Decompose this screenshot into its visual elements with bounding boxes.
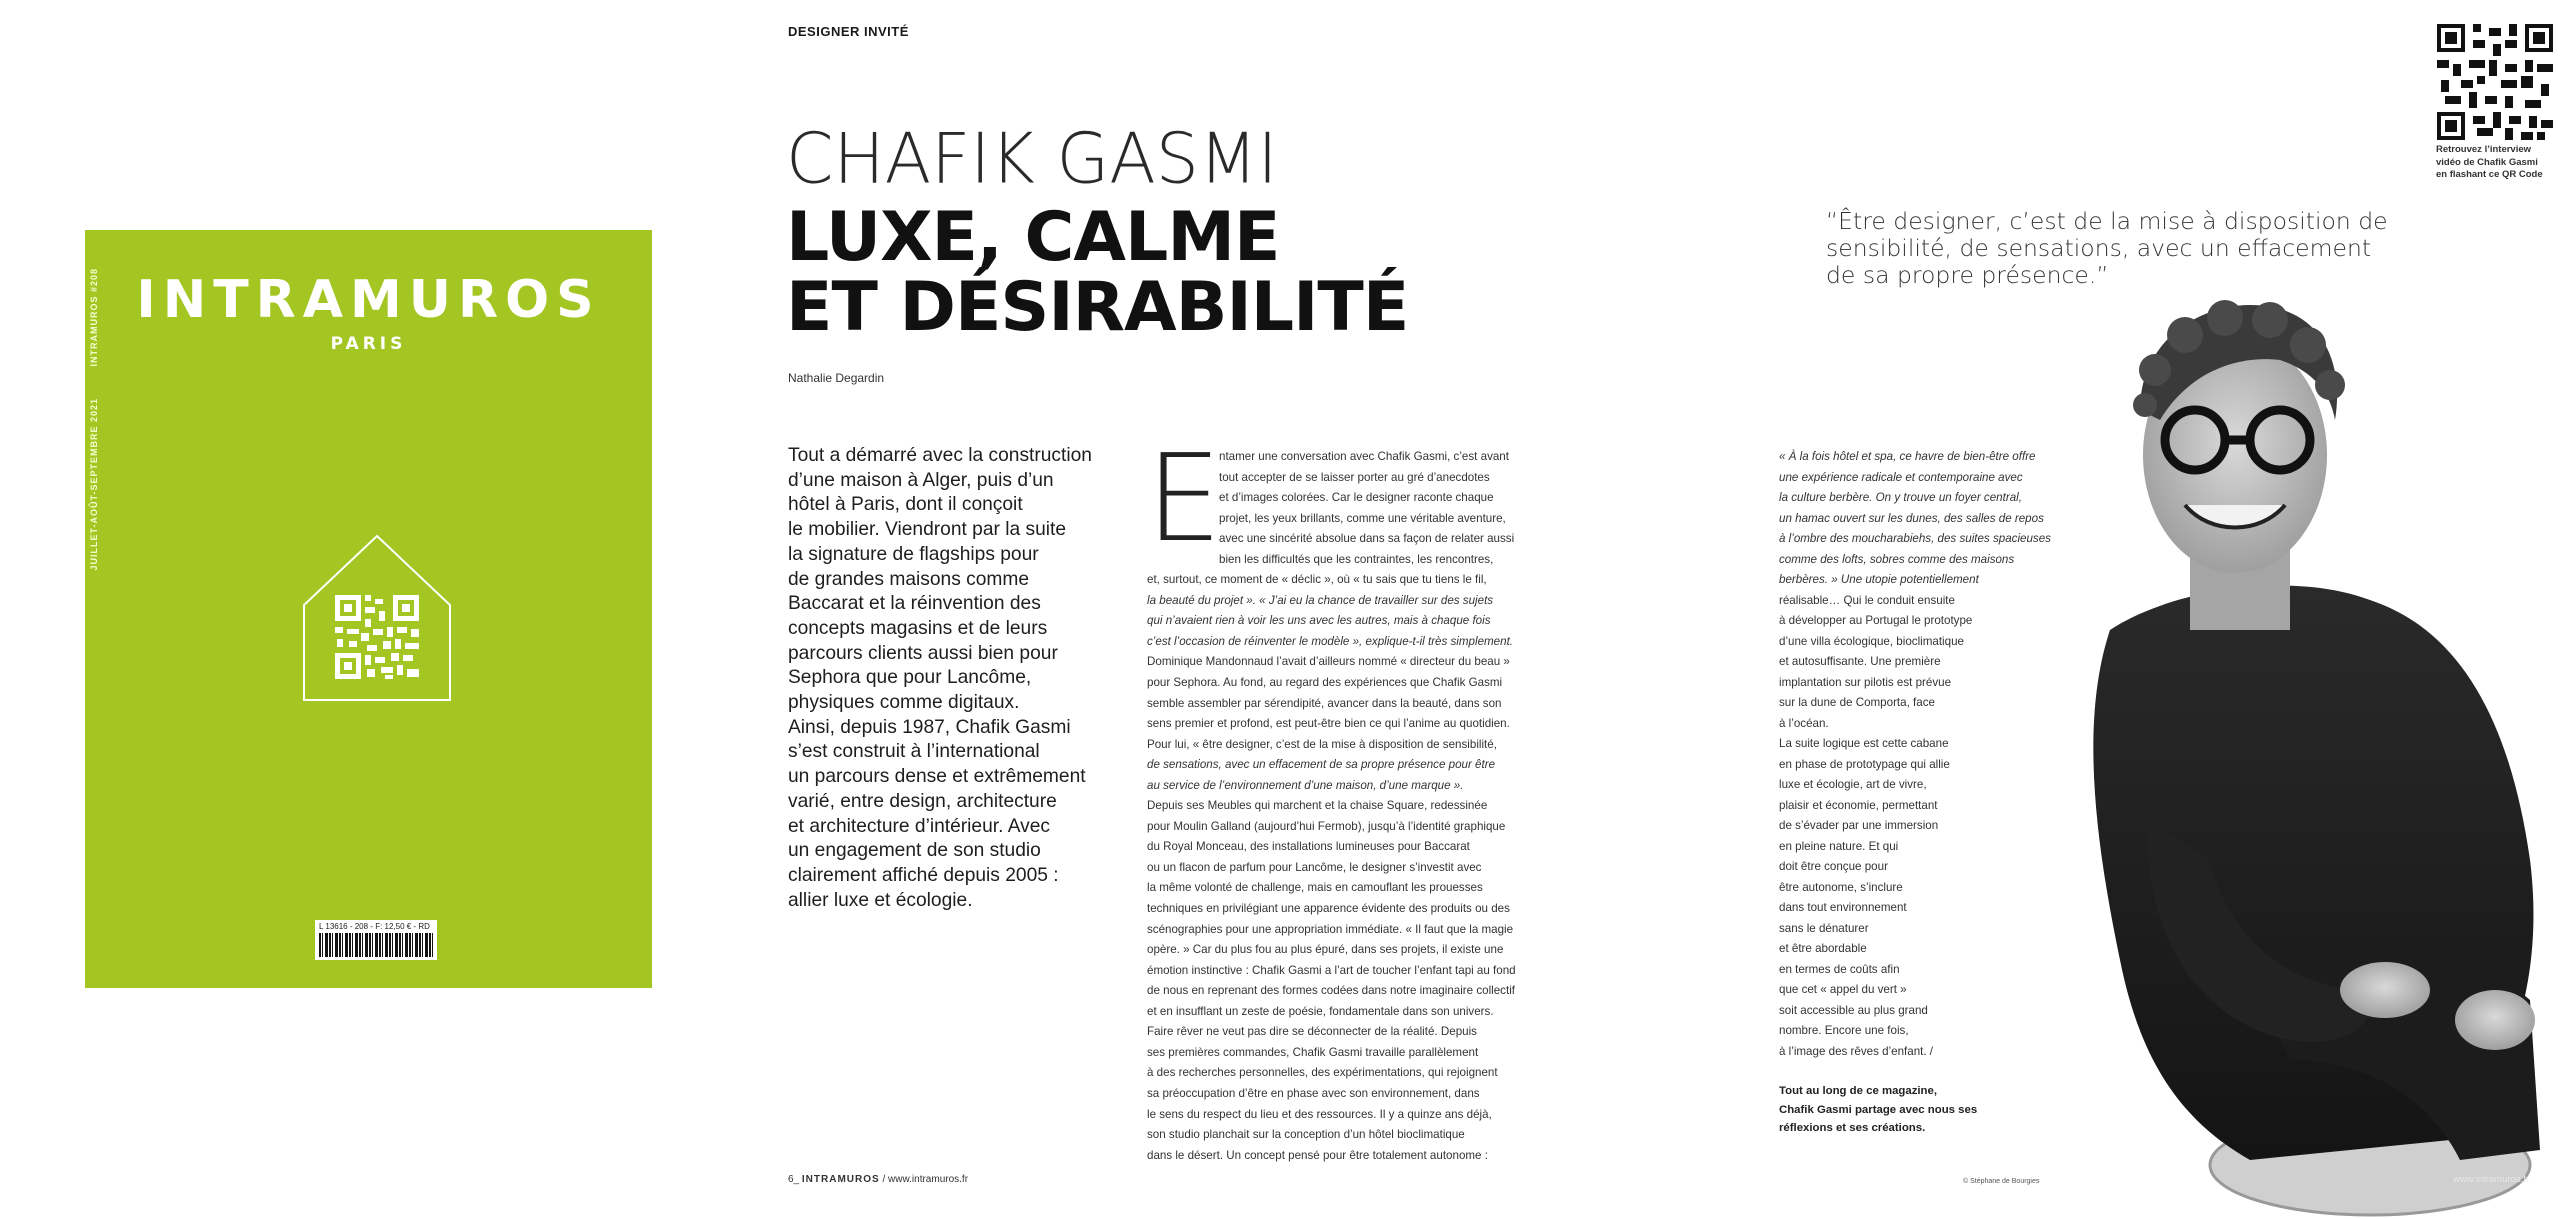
text-line: nombre. Encore une fois, bbox=[1779, 1024, 1909, 1037]
quote-line: “Être designer, c’est de la mise à disposition de bbox=[1826, 207, 2388, 235]
text-line: soit accessible au plus grand bbox=[1779, 1003, 1928, 1017]
text-line: réalisable… Qui le conduit ensuite bbox=[1779, 593, 1955, 607]
text-line: c’est l’occasion de réinventer le modèle », explique-t-il très simplement. bbox=[1147, 634, 1514, 648]
spine-issue: INTRAMUROS #208 bbox=[89, 268, 99, 367]
text-line: ou un flacon de parfum pour Lancôme, le designer s’investit avec bbox=[1147, 860, 1482, 874]
note-line: Chafik Gasmi partage avec nous ses bbox=[1779, 1103, 1978, 1116]
text-line: dans le désert. Un concept pensé pour être totalement autonome : bbox=[1147, 1148, 1488, 1162]
cover-barcode bbox=[315, 920, 437, 960]
pull-quote bbox=[1826, 207, 2388, 289]
text-line: sur la dune de Comporta, face bbox=[1779, 696, 1935, 709]
text-line: du Royal Monceau, des installations lumineuses pour Baccarat bbox=[1147, 840, 1470, 854]
intro-line: s’est construit à l’international bbox=[788, 741, 1040, 763]
text-line: en termes de coûts afin bbox=[1779, 962, 1900, 976]
text-line: tout accepter de se laisser porter au gré d’anecdotes bbox=[1219, 470, 1490, 484]
text-line: la culture berbère. On y trouve un foyer central, bbox=[1779, 491, 2022, 504]
intro-line: Sephora que pour Lancôme, bbox=[788, 667, 1032, 689]
closing-note bbox=[1779, 1082, 1977, 1138]
text-line: Faire rêver ne veut pas dire se déconnecter de la réalité. Depuis bbox=[1147, 1025, 1477, 1039]
footer-url[interactable]: / www.intramuros.fr bbox=[882, 1174, 969, 1185]
text-line: sans le dénaturer bbox=[1779, 921, 1869, 935]
text-line: doit être conçue pour bbox=[1779, 860, 1888, 873]
intro-line: d’une maison à Alger, puis d’un bbox=[788, 469, 1054, 491]
text-line: sa préoccupation d’être en phase avec son environnement, dans bbox=[1147, 1086, 1480, 1100]
text-line: scénographies pour une appropriation immédiate. « Il faut que la magie bbox=[1147, 922, 1514, 936]
quote-line: de sa propre présence.” bbox=[1826, 261, 2109, 289]
text-line: projet, les yeux brillants, comme une véritable aventure, bbox=[1219, 511, 1506, 525]
intro-line: allier luxe et écologie. bbox=[788, 889, 973, 911]
text-line: à des recherches personnelles, des expérimentations, qui rejoignent bbox=[1147, 1066, 1498, 1080]
intro-line: physiques comme digitaux. bbox=[788, 692, 1020, 714]
text-line: comme des lofts, sobres comme des maisons bbox=[1779, 552, 2015, 566]
intro-line: concepts magasins et de leurs bbox=[788, 617, 1048, 639]
qr-caption-line: vidéo de Chafik Gasmi bbox=[2436, 156, 2538, 168]
text-line: que cet « appel du vert » bbox=[1779, 983, 1907, 996]
text-line: ses premières commandes, Chafik Gasmi travaille parallèlement bbox=[1147, 1045, 1479, 1059]
text-line: bien les difficultés que les contraintes, les rencontres, bbox=[1219, 552, 1494, 566]
text-line: plaisir et économie, permettant bbox=[1779, 798, 1938, 812]
text-line: une expérience radicale et contemporaine avec bbox=[1779, 470, 2023, 484]
cover-brand: INTRAMUROS bbox=[136, 270, 601, 330]
intro-line: Baccarat et la réinvention des bbox=[788, 593, 1041, 615]
text-line: avec une sincérité absolue dans sa façon de relater aussi bbox=[1219, 532, 1515, 546]
designer-name: CHAFIK GASMI bbox=[786, 119, 1278, 200]
page-number: 6_ bbox=[788, 1174, 800, 1185]
article-title bbox=[786, 198, 1409, 347]
intro-line: Ainsi, depuis 1987, Chafik Gasmi bbox=[788, 716, 1071, 738]
text-line: la même volonté de challenge, mais en camouflant les prouesses bbox=[1147, 881, 1483, 895]
text-line: à l’ombre des moucharabiehs, des suites spacieuses bbox=[1779, 532, 2051, 545]
text-line: implantation sur pilotis est prévue bbox=[1779, 675, 1952, 689]
text-line: opère. » Car du plus fou au plus épuré, dans ses projets, il existe une bbox=[1147, 943, 1504, 957]
article-author: Nathalie Degardin bbox=[788, 371, 885, 385]
text-line: dans tout environnement bbox=[1779, 901, 1907, 914]
intro-line: hôtel à Paris, dont il conçoit bbox=[788, 494, 1023, 516]
text-line: à l’image des rêves d’enfant. / bbox=[1779, 1044, 1934, 1058]
note-line: Tout au long de ce magazine, bbox=[1779, 1085, 1938, 1097]
cover-price: L 13616 - 208 - F: 12,50 € - RD bbox=[319, 922, 430, 931]
barcode-icon bbox=[319, 933, 433, 957]
qr-caption-line: Retrouvez l’interview bbox=[2436, 144, 2532, 155]
text-line: d’une villa écologique, bioclimatique bbox=[1779, 634, 1964, 648]
intro-line: le mobilier. Viendront par la suite bbox=[788, 519, 1067, 541]
text-line: ntamer une conversation avec Chafik Gasmi, c’est avant bbox=[1219, 450, 1509, 463]
right-footer-url[interactable]: www.intramuros.fr bbox=[2453, 1174, 2530, 1185]
text-line: de s’évader par une immersion bbox=[1779, 819, 1939, 832]
text-line: et, surtout, ce moment de « déclic », où « tu sais que tu tiens le fil, bbox=[1147, 573, 1487, 587]
text-line: en pleine nature. Et qui bbox=[1779, 839, 1899, 853]
text-line: au service de l’environnement d’une maison, d’une marque ». bbox=[1147, 778, 1464, 792]
text-line: sens premier et profond, est peut-être bien ce qui l’anime au quotidien. bbox=[1147, 717, 1510, 731]
intro-line: de grandes maisons comme bbox=[788, 568, 1030, 590]
text-line: qui n’avaient rien à voir les uns avec les autres, mais à chaque fois bbox=[1147, 614, 1491, 628]
intro-paragraph bbox=[788, 444, 1108, 913]
text-line: son studio planchait sur la conception d’un hôtel bioclimatique bbox=[1147, 1128, 1465, 1142]
section-label: DESIGNER INVITÉ bbox=[788, 24, 909, 39]
text-line: La suite logique est cette cabane bbox=[1779, 737, 1949, 750]
text-line: le sens du respect du lieu et des ressources. Il y a quinze ans déjà, bbox=[1147, 1107, 1492, 1121]
text-line: et être abordable bbox=[1779, 942, 1867, 955]
qr-caption bbox=[2436, 144, 2543, 182]
intro-line: varié, entre design, architecture bbox=[788, 790, 1057, 812]
text-line: à développer au Portugal le prototype bbox=[1779, 614, 1973, 627]
intro-line: un parcours dense et extrêmement bbox=[788, 766, 1086, 788]
text-line: pour Moulin Galland (aujourd’hui Fermob), jusqu’à l’identité graphique bbox=[1147, 819, 1506, 833]
text-line: à l’océan. bbox=[1779, 716, 1829, 730]
text-line: semble assembler par sérendipité, avancer dans la beauté, dans son bbox=[1147, 696, 1502, 710]
spine-date: JUILLET-AOÛT-SEPTEMBRE 2021 bbox=[89, 398, 99, 571]
quote-line: sensibilité, de sensations, avec un effacement bbox=[1826, 234, 2372, 262]
text-line: la beauté du projet ». « J’ai eu la chance de travailler sur des sujets bbox=[1147, 593, 1494, 607]
text-line: « À la fois hôtel et spa, ce havre de bien-être offre bbox=[1779, 450, 2036, 463]
qr-caption-line: en flashant ce QR Code bbox=[2436, 169, 2543, 180]
text-line: de sensations, avec un effacement de sa propre présence pour être bbox=[1147, 758, 1496, 772]
intro-line: la signature de flagships pour bbox=[788, 543, 1039, 565]
intro-line: Tout a démarré avec la construction bbox=[788, 445, 1092, 466]
text-line: émotion instinctive : Chafik Gasmi a l’art de toucher l’enfant tapi au fond bbox=[1147, 963, 1516, 977]
cover-city: PARIS bbox=[330, 334, 407, 354]
designer-portrait bbox=[1990, 300, 2560, 1219]
text-line: et autosuffisante. Une première bbox=[1779, 655, 1941, 668]
intro-line: et architecture d’intérieur. Avec bbox=[788, 815, 1051, 837]
text-line: de nous en reprenant des formes codées dans notre imaginaire collectif bbox=[1147, 984, 1515, 998]
text-line: Pour lui, « être designer, c’est de la mise à disposition de sensibilité, bbox=[1147, 737, 1497, 751]
text-line: pour Sephora. Au fond, au regard des expériences que Chafik Gasmi bbox=[1147, 676, 1503, 690]
footer-brand: INTRAMUROS bbox=[801, 1174, 880, 1185]
text-line: et en insufflant un zeste de poésie, fondamentale dans son univers. bbox=[1147, 1004, 1494, 1018]
title-line: ET DÉSIRABILITÉ bbox=[786, 268, 1409, 347]
intro-line: clairement affiché depuis 2005 : bbox=[788, 864, 1059, 886]
text-line: et d’images colorées. Car le designer raconte chaque bbox=[1219, 491, 1494, 505]
intro-line: un engagement de son studio bbox=[788, 840, 1041, 862]
text-line: être autonome, s’inclure bbox=[1779, 880, 1903, 894]
intro-line: parcours clients aussi bien pour bbox=[788, 642, 1058, 664]
text-line: techniques en privilégiant une apparence évidente des produits ou des bbox=[1147, 902, 1510, 916]
magazine-cover bbox=[85, 230, 652, 988]
text-line: berbères. » Une utopie potentiellement bbox=[1779, 573, 1979, 586]
page-footer bbox=[788, 1174, 968, 1185]
note-line: réflexions et ses créations. bbox=[1779, 1122, 1926, 1134]
qr-code-icon[interactable] bbox=[2437, 24, 2553, 145]
text-line: Depuis ses Meubles qui marchent et la chaise Square, redessinée bbox=[1147, 799, 1488, 813]
text-line: luxe et écologie, art de vivre, bbox=[1779, 778, 1927, 791]
house-qr-icon bbox=[301, 533, 453, 708]
photo-credit: © Stéphane de Bourgies bbox=[1963, 1178, 2040, 1185]
body-column-1 bbox=[1147, 447, 1567, 1166]
text-line: Dominique Mandonnaud l’avait d’ailleurs nommé « directeur du beau » bbox=[1147, 655, 1510, 669]
title-line: LUXE, CALME bbox=[786, 198, 1280, 277]
text-line: en phase de prototypage qui allie bbox=[1779, 757, 1950, 771]
drop-cap: E bbox=[1146, 430, 1222, 569]
text-line: un hamac ouvert sur les dunes, des salles de repos bbox=[1779, 511, 2044, 525]
